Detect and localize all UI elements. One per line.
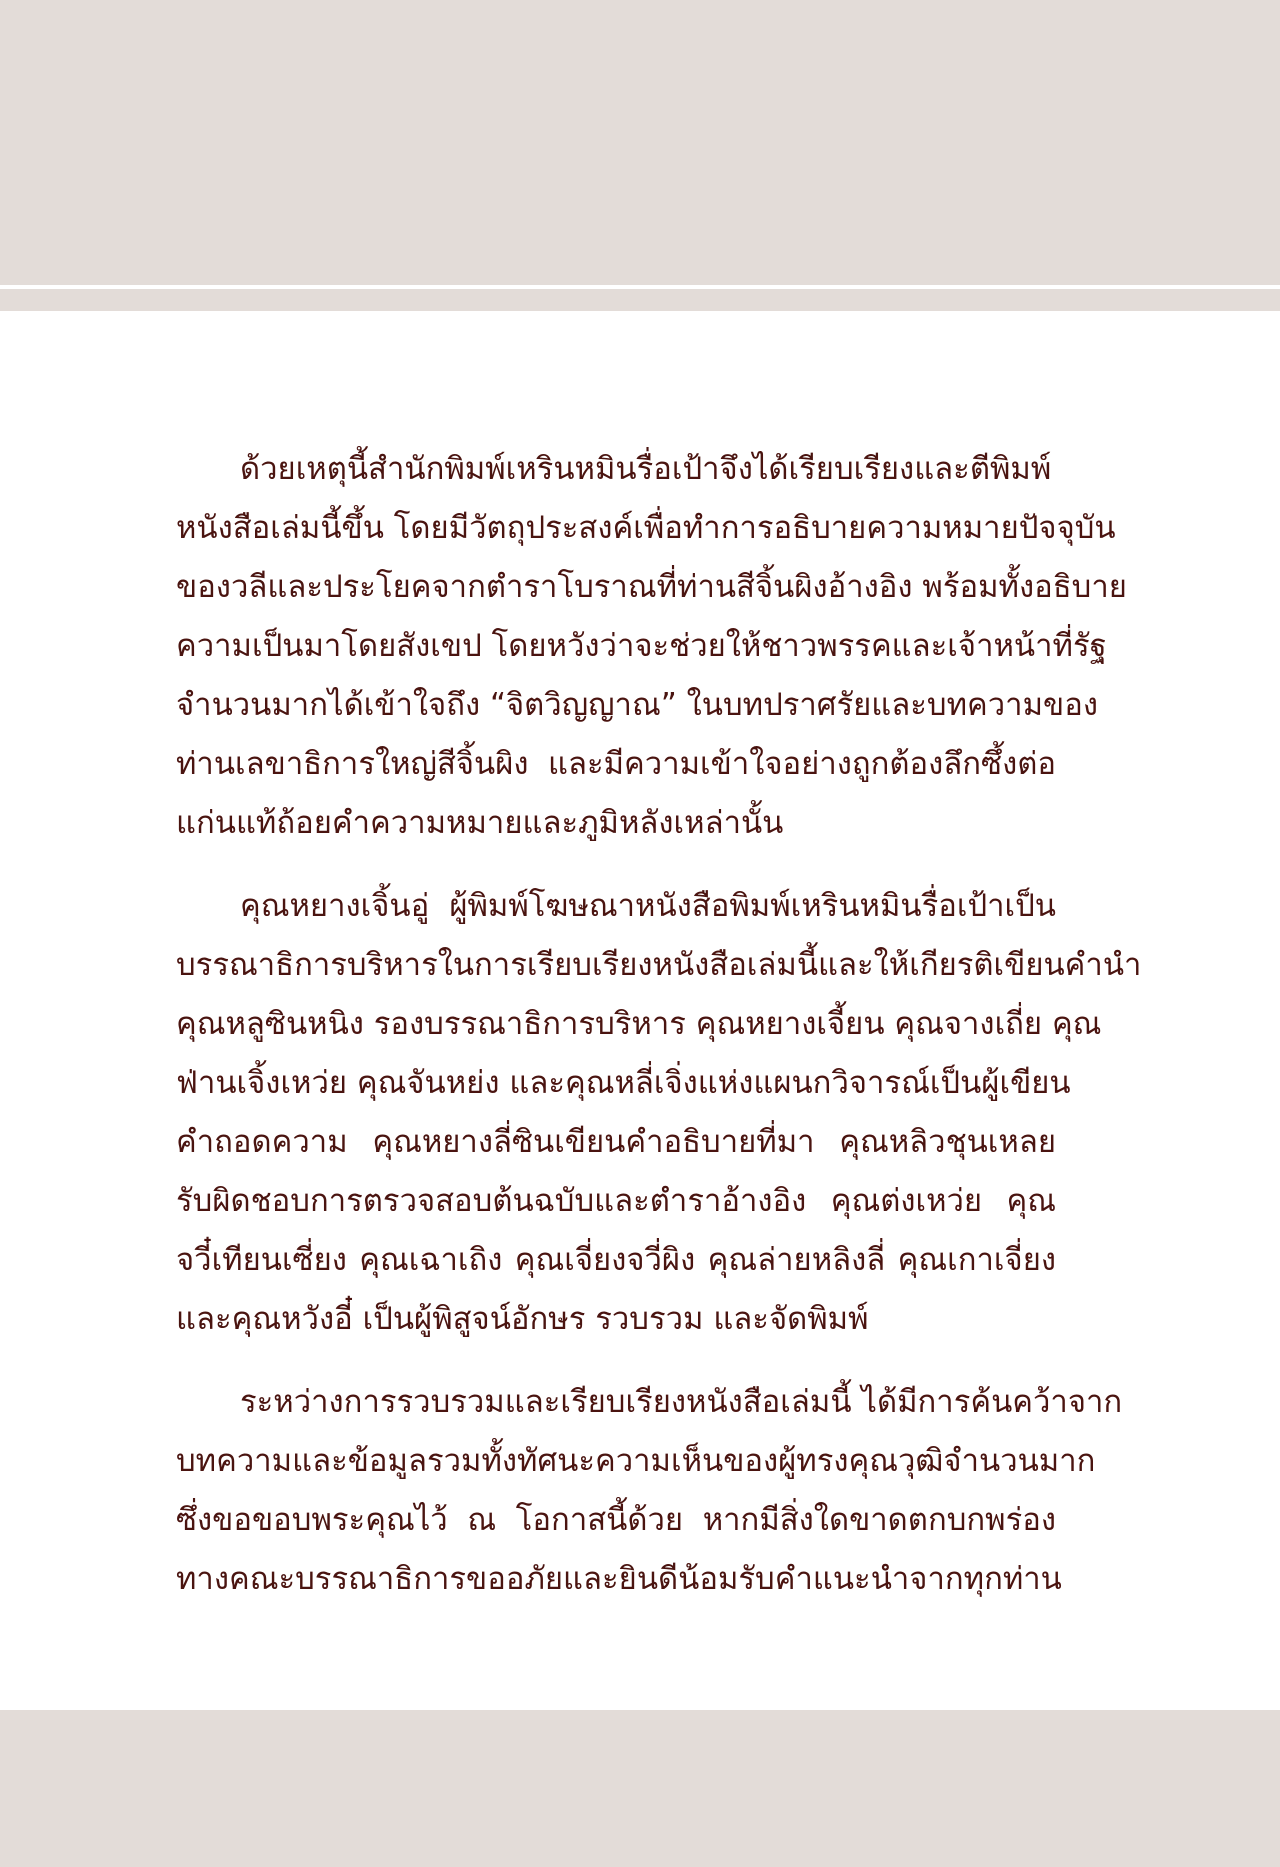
top-band bbox=[0, 0, 1280, 285]
text-line: แก่นแท้ถ้อยคำความหมายและภูมิหลังเหล่านั้น bbox=[176, 805, 784, 841]
text-line: จำนวนมากได้เข้าใจถึง “จิตวิญญาณ” ในบทปราศรัยและบทความของ bbox=[176, 687, 1098, 723]
text-line: ท่านเลขาธิการใหญ่สีจิ้นผิง และมีความเข้าใจอย่างถูกต้องลึกซึ้งต่อ bbox=[176, 746, 1056, 782]
text-line: ทางคณะบรรณาธิการขออภัยและยินดีน้อมรับคำแนะนำจากทุกท่าน bbox=[176, 1561, 1062, 1597]
top-band-lower bbox=[0, 289, 1280, 311]
text-line: ความเป็นมาโดยสังเขป โดยหวังว่าจะช่วยให้ชาวพรรคและเจ้าหน้าที่รัฐ bbox=[176, 628, 1107, 664]
body-text bbox=[176, 440, 1142, 1633]
text-line: และคุณหวังอี๋ เป็นผู้พิสูจน์อักษร รวบรวม และจัดพิมพ์ bbox=[176, 1301, 869, 1337]
text-line: ด้วยเหตุนี้สำนักพิมพ์เหรินหมินรื่อเป้าจึงได้เรียบเรียงและตีพิมพ์ bbox=[240, 451, 1052, 487]
paragraph-2 bbox=[176, 877, 1142, 1349]
text-line: หนังสือเล่มนี้ขึ้น โดยมีวัตถุประสงค์เพื่อทำการอธิบายความหมายปัจจุบัน bbox=[176, 510, 1116, 546]
text-line: ระหว่างการรวบรวมและเรียบเรียงหนังสือเล่มนี้ ได้มีการค้นคว้าจาก bbox=[240, 1384, 1123, 1420]
text-line: ฟ่านเจิ้งเหว่ย คุณจันหย่ง และคุณหลี่เจิ่งแห่งแผนกวิจารณ์เป็นผู้เขียน bbox=[176, 1065, 1071, 1101]
paragraph-1 bbox=[176, 440, 1127, 853]
text-line: คุณหยางเจิ้นอู่ ผู้พิมพ์โฆษณาหนังสือพิมพ์เหรินหมินรื่อเป้าเป็น bbox=[240, 888, 1056, 924]
text-line: คำถอดความ คุณหยางลี่ซินเขียนคำอธิบายที่มา คุณหลิวชุนเหลย bbox=[176, 1124, 1056, 1160]
text-line: บรรณาธิการบริหารในการเรียบเรียงหนังสือเล่มนี้และให้เกียรติเขียนคำนำ bbox=[176, 947, 1142, 983]
text-line: บทความและข้อมูลรวมทั้งทัศนะความเห็นของผู้ทรงคุณวุฒิจำนวนมาก bbox=[176, 1443, 1096, 1479]
bottom-band bbox=[0, 1710, 1280, 1867]
text-line: จวี๋เทียนเซี่ยง คุณเฉาเถิง คุณเจี่ยงจวี่ผิง คุณล่ายหลิงลี่ คุณเกาเจี่ยง bbox=[176, 1242, 1056, 1278]
text-line: ซึ่งขอขอบพระคุณไว้ ณ โอกาสนี้ด้วย หากมีสิ่งใดขาดตกบกพร่อง bbox=[176, 1502, 1056, 1538]
paragraph-3 bbox=[176, 1373, 1123, 1609]
text-line: รับผิดชอบการตรวจสอบต้นฉบับและตำราอ้างอิง คุณต่งเหว่ย คุณ bbox=[176, 1183, 1056, 1219]
text-line: ของวลีและประโยคจากตำราโบราณที่ท่านสีจิ้นผิงอ้างอิง พร้อมทั้งอธิบาย bbox=[176, 569, 1127, 605]
text-line: คุณหลูซินหนิง รองบรรณาธิการบริหาร คุณหยางเจี้ยน คุณจางเถี่ย คุณ bbox=[176, 1006, 1102, 1042]
